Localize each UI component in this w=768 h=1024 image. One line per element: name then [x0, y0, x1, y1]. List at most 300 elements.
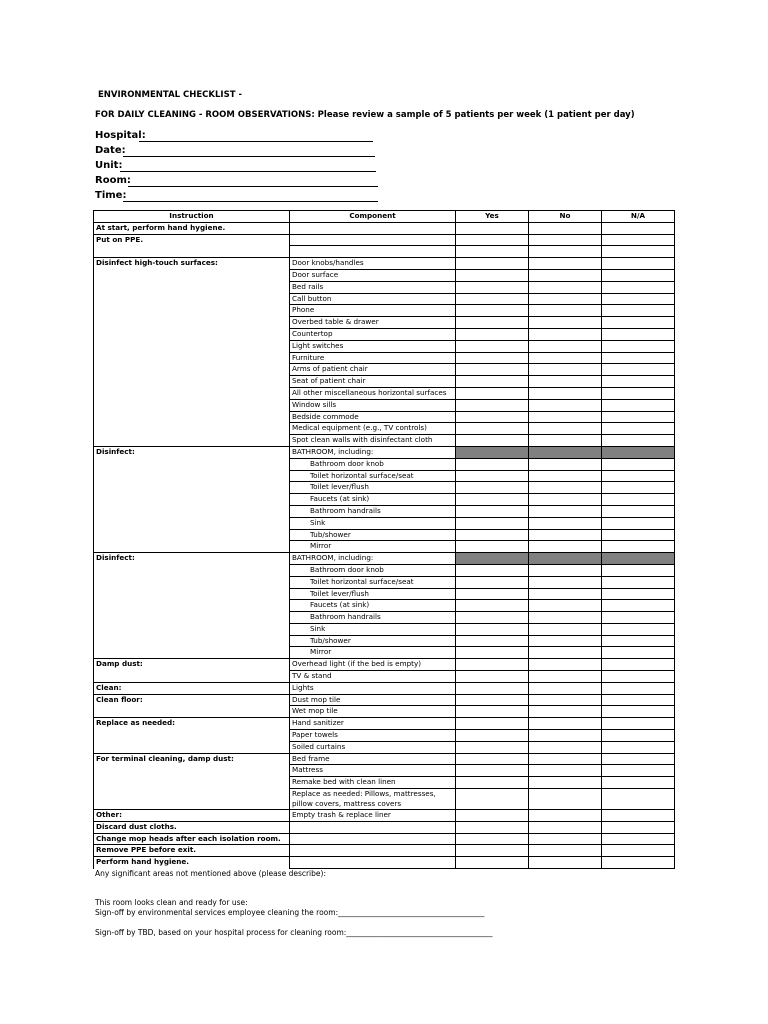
- yes-checkbox-cell[interactable]: [456, 494, 529, 506]
- instruction-cell: [94, 494, 290, 506]
- instruction-cell: Clean floor:: [94, 694, 290, 706]
- table-row: [94, 753, 675, 765]
- no-checkbox-cell[interactable]: [529, 269, 602, 281]
- yes-checkbox-cell[interactable]: [456, 671, 529, 683]
- no-checkbox-cell[interactable]: [529, 494, 602, 506]
- table-row: [94, 612, 675, 624]
- yes-checkbox-cell[interactable]: [456, 845, 529, 857]
- no-checkbox-cell[interactable]: [529, 352, 602, 364]
- table-row: [94, 446, 675, 458]
- room-field[interactable]: [95, 175, 131, 189]
- instruction-cell: [94, 340, 290, 352]
- yes-checkbox-cell[interactable]: [456, 482, 529, 494]
- table-row: [94, 399, 675, 411]
- yes-checkbox-cell[interactable]: [456, 435, 529, 447]
- component-cell: Bed rails: [290, 281, 456, 293]
- instruction-cell: [94, 564, 290, 576]
- yes-checkbox-cell: [456, 553, 529, 565]
- yes-checkbox-cell[interactable]: [456, 517, 529, 529]
- yes-checkbox-cell[interactable]: [456, 833, 529, 845]
- component-cell: Bedside commode: [290, 411, 456, 423]
- instruction-cell: Damp dust:: [94, 659, 290, 671]
- na-checkbox-cell[interactable]: [602, 765, 675, 777]
- yes-checkbox-cell[interactable]: [456, 810, 529, 822]
- component-cell: BATHROOM, including:: [290, 553, 456, 565]
- na-checkbox-cell[interactable]: [602, 482, 675, 494]
- page-subtitle: FOR DAILY CLEANING - ROOM OBSERVATIONS: Please review a sample of 5 patients per week (1 patient per day): [95, 110, 635, 120]
- hospital-field[interactable]: [95, 130, 146, 144]
- component-cell: TV & stand: [290, 671, 456, 683]
- instruction-cell: At start, perform hand hygiene.: [94, 222, 290, 234]
- component-cell: Medical equipment (e.g., TV controls): [290, 423, 456, 435]
- no-checkbox-cell[interactable]: [529, 423, 602, 435]
- yes-checkbox-cell[interactable]: [456, 246, 529, 258]
- table-row: [94, 718, 675, 730]
- na-checkbox-cell[interactable]: [602, 376, 675, 388]
- na-checkbox-cell[interactable]: [602, 411, 675, 423]
- component-cell: Sink: [290, 517, 456, 529]
- yes-checkbox-cell[interactable]: [456, 340, 529, 352]
- no-checkbox-cell[interactable]: [529, 364, 602, 376]
- instruction-cell: [94, 647, 290, 659]
- yes-checkbox-cell[interactable]: [456, 682, 529, 694]
- component-cell: [290, 845, 456, 857]
- na-checkbox-cell[interactable]: [602, 364, 675, 376]
- instruction-cell: [94, 364, 290, 376]
- no-checkbox-cell[interactable]: [529, 718, 602, 730]
- table-row: [94, 647, 675, 659]
- no-checkbox-cell[interactable]: [529, 517, 602, 529]
- instruction-cell: [94, 588, 290, 600]
- no-checkbox-cell[interactable]: [529, 777, 602, 789]
- na-checkbox-cell[interactable]: [602, 317, 675, 329]
- table-row: [94, 635, 675, 647]
- component-cell: [290, 821, 456, 833]
- component-cell: Bed frame: [290, 753, 456, 765]
- yes-checkbox-cell[interactable]: [456, 659, 529, 671]
- no-checkbox-cell[interactable]: [529, 647, 602, 659]
- no-checkbox-cell[interactable]: [529, 659, 602, 671]
- na-checkbox-cell[interactable]: [602, 494, 675, 506]
- component-cell: Arms of patient chair: [290, 364, 456, 376]
- component-cell: Tub/shower: [290, 529, 456, 541]
- na-checkbox-cell[interactable]: [602, 821, 675, 833]
- component-cell: Faucets (at sink): [290, 494, 456, 506]
- instruction-cell: [94, 635, 290, 647]
- table-row: [94, 246, 675, 258]
- no-checkbox-cell[interactable]: [529, 541, 602, 553]
- yes-checkbox-cell[interactable]: [456, 706, 529, 718]
- na-checkbox-cell[interactable]: [602, 340, 675, 352]
- room-label: Room:: [95, 175, 131, 186]
- table-row: [94, 588, 675, 600]
- yes-checkbox-cell[interactable]: [456, 777, 529, 789]
- table-row: [94, 269, 675, 281]
- yes-checkbox-cell[interactable]: [456, 857, 529, 869]
- na-checkbox-cell[interactable]: [602, 789, 675, 810]
- no-checkbox-cell[interactable]: [529, 399, 602, 411]
- na-checkbox-cell[interactable]: [602, 258, 675, 270]
- table-row: [94, 564, 675, 576]
- instruction-cell: Disinfect:: [94, 553, 290, 565]
- component-cell: Paper towels: [290, 730, 456, 742]
- component-cell: Wet mop tile: [290, 706, 456, 718]
- na-checkbox-cell[interactable]: [602, 845, 675, 857]
- component-cell: [290, 833, 456, 845]
- yes-checkbox-cell[interactable]: [456, 293, 529, 305]
- na-checkbox-cell[interactable]: [602, 234, 675, 246]
- yes-checkbox-cell[interactable]: [456, 222, 529, 234]
- yes-checkbox-cell[interactable]: [456, 423, 529, 435]
- na-checkbox-cell[interactable]: [602, 659, 675, 671]
- no-checkbox-cell[interactable]: [529, 845, 602, 857]
- instruction-cell: [94, 387, 290, 399]
- yes-checkbox-cell[interactable]: [456, 258, 529, 270]
- na-checkbox-cell[interactable]: [602, 352, 675, 364]
- no-checkbox-cell[interactable]: [529, 258, 602, 270]
- no-checkbox-cell[interactable]: [529, 706, 602, 718]
- na-checkbox-cell[interactable]: [602, 305, 675, 317]
- yes-checkbox-cell[interactable]: [456, 623, 529, 635]
- na-checkbox-cell[interactable]: [602, 517, 675, 529]
- component-cell: Door surface: [290, 269, 456, 281]
- na-checkbox-cell[interactable]: [602, 541, 675, 553]
- yes-checkbox-cell[interactable]: [456, 588, 529, 600]
- table-row: [94, 671, 675, 683]
- table-row: [94, 494, 675, 506]
- no-checkbox-cell[interactable]: [529, 741, 602, 753]
- table-row: [94, 482, 675, 494]
- na-checkbox-cell[interactable]: [602, 458, 675, 470]
- yes-checkbox-cell[interactable]: [456, 694, 529, 706]
- na-checkbox-cell[interactable]: [602, 777, 675, 789]
- yes-checkbox-cell[interactable]: [456, 576, 529, 588]
- component-cell: Lights: [290, 682, 456, 694]
- no-checkbox-cell[interactable]: [529, 821, 602, 833]
- yes-checkbox-cell[interactable]: [456, 234, 529, 246]
- no-checkbox-cell[interactable]: [529, 470, 602, 482]
- component-cell: Overbed table & drawer: [290, 317, 456, 329]
- date-field[interactable]: [95, 145, 126, 159]
- na-checkbox-cell[interactable]: [602, 612, 675, 624]
- instruction-cell: [94, 741, 290, 753]
- ready-note: This room looks clean and ready for use:: [95, 898, 248, 907]
- no-checkbox-cell[interactable]: [529, 328, 602, 340]
- no-checkbox-cell[interactable]: [529, 234, 602, 246]
- table-row: [94, 857, 675, 869]
- na-checkbox-cell[interactable]: [602, 246, 675, 258]
- no-checkbox-cell[interactable]: [529, 435, 602, 447]
- component-cell: [290, 234, 456, 246]
- yes-checkbox-cell[interactable]: [456, 647, 529, 659]
- instruction-cell: [94, 517, 290, 529]
- component-cell: Mirror: [290, 647, 456, 659]
- na-checkbox-cell[interactable]: [602, 833, 675, 845]
- na-checkbox-cell[interactable]: [602, 671, 675, 683]
- yes-checkbox-cell[interactable]: [456, 718, 529, 730]
- yes-checkbox-cell[interactable]: [456, 741, 529, 753]
- component-cell: Dust mop tile: [290, 694, 456, 706]
- hospital-line: [139, 141, 373, 142]
- component-cell: Phone: [290, 305, 456, 317]
- yes-checkbox-cell[interactable]: [456, 753, 529, 765]
- instruction-cell: Change mop heads after each isolation room.: [94, 833, 290, 845]
- no-checkbox-cell[interactable]: [529, 505, 602, 517]
- na-checkbox-cell[interactable]: [602, 576, 675, 588]
- table-row: [94, 340, 675, 352]
- yes-checkbox-cell[interactable]: [456, 821, 529, 833]
- instruction-cell: [94, 305, 290, 317]
- instruction-cell: Disinfect:: [94, 446, 290, 458]
- component-cell: Mattress: [290, 765, 456, 777]
- instruction-cell: Replace as needed:: [94, 718, 290, 730]
- no-checkbox-cell[interactable]: [529, 281, 602, 293]
- component-cell: Toilet horizontal surface/seat: [290, 470, 456, 482]
- na-checkbox-cell[interactable]: [602, 399, 675, 411]
- na-checkbox-cell[interactable]: [602, 718, 675, 730]
- instruction-cell: Put on PPE.: [94, 234, 290, 246]
- instruction-cell: [94, 293, 290, 305]
- na-checkbox-cell[interactable]: [602, 529, 675, 541]
- instruction-cell: Disinfect high-touch surfaces:: [94, 258, 290, 270]
- col-yes-header: Yes: [456, 211, 529, 223]
- table-row: [94, 600, 675, 612]
- component-cell: Sink: [290, 623, 456, 635]
- na-checkbox-cell[interactable]: [602, 222, 675, 234]
- no-checkbox-cell[interactable]: [529, 789, 602, 810]
- na-checkbox-cell[interactable]: [602, 623, 675, 635]
- table-row: [94, 458, 675, 470]
- component-cell: Furniture: [290, 352, 456, 364]
- no-checkbox-cell[interactable]: [529, 317, 602, 329]
- na-checkbox-cell[interactable]: [602, 387, 675, 399]
- unit-field[interactable]: [95, 160, 122, 174]
- component-cell: Bathroom door knob: [290, 458, 456, 470]
- time-field[interactable]: [95, 190, 126, 204]
- na-checkbox-cell[interactable]: [602, 741, 675, 753]
- instruction-cell: [94, 765, 290, 777]
- no-checkbox-cell[interactable]: [529, 222, 602, 234]
- no-checkbox-cell[interactable]: [529, 246, 602, 258]
- no-checkbox-cell[interactable]: [529, 482, 602, 494]
- instruction-cell: [94, 423, 290, 435]
- no-checkbox-cell[interactable]: [529, 730, 602, 742]
- component-cell: Empty trash & replace liner: [290, 810, 456, 822]
- unit-label: Unit:: [95, 160, 123, 171]
- table-row: [94, 682, 675, 694]
- date-line: [123, 156, 375, 157]
- yes-checkbox-cell[interactable]: [456, 730, 529, 742]
- na-checkbox-cell[interactable]: [602, 588, 675, 600]
- room-line: [128, 186, 378, 187]
- na-checkbox-cell[interactable]: [602, 810, 675, 822]
- yes-checkbox-cell[interactable]: [456, 387, 529, 399]
- component-cell: BATHROOM, including:: [290, 446, 456, 458]
- na-checkbox-cell[interactable]: [602, 564, 675, 576]
- table-row: [94, 258, 675, 270]
- na-checkbox-cell[interactable]: [602, 293, 675, 305]
- table-row: [94, 553, 675, 565]
- instruction-cell: [94, 600, 290, 612]
- table-row: [94, 576, 675, 588]
- na-checkbox-cell: [602, 553, 675, 565]
- table-row: [94, 423, 675, 435]
- component-cell: Countertop: [290, 328, 456, 340]
- na-checkbox-cell[interactable]: [602, 470, 675, 482]
- table-row: [94, 694, 675, 706]
- na-checkbox-cell[interactable]: [602, 647, 675, 659]
- no-checkbox-cell[interactable]: [529, 576, 602, 588]
- yes-checkbox-cell[interactable]: [456, 789, 529, 810]
- component-cell: Mirror: [290, 541, 456, 553]
- no-checkbox-cell[interactable]: [529, 588, 602, 600]
- no-checkbox-cell[interactable]: [529, 671, 602, 683]
- table-row: [94, 470, 675, 482]
- table-row: [94, 529, 675, 541]
- table-row: [94, 821, 675, 833]
- table-row: [94, 810, 675, 822]
- table-row: [94, 517, 675, 529]
- instruction-cell: Discard dust cloths.: [94, 821, 290, 833]
- instruction-cell: [94, 623, 290, 635]
- table-row: [94, 505, 675, 517]
- yes-checkbox-cell[interactable]: [456, 376, 529, 388]
- yes-checkbox-cell[interactable]: [456, 269, 529, 281]
- no-checkbox-cell[interactable]: [529, 305, 602, 317]
- na-checkbox-cell: [602, 446, 675, 458]
- component-cell: Tub/shower: [290, 635, 456, 647]
- col-na-header: N/A: [602, 211, 675, 223]
- na-checkbox-cell[interactable]: [602, 753, 675, 765]
- table-row: [94, 411, 675, 423]
- na-checkbox-cell[interactable]: [602, 328, 675, 340]
- no-checkbox-cell[interactable]: [529, 600, 602, 612]
- na-checkbox-cell[interactable]: [602, 706, 675, 718]
- no-checkbox-cell[interactable]: [529, 694, 602, 706]
- na-checkbox-cell[interactable]: [602, 857, 675, 869]
- no-checkbox-cell[interactable]: [529, 612, 602, 624]
- yes-checkbox-cell[interactable]: [456, 328, 529, 340]
- yes-checkbox-cell[interactable]: [456, 541, 529, 553]
- na-checkbox-cell[interactable]: [602, 281, 675, 293]
- signoff-tbd[interactable]: Sign-off by TBD, based on your hospital process for cleaning room:_______________________________________: [95, 928, 493, 937]
- table-row: [94, 364, 675, 376]
- table-row: [94, 293, 675, 305]
- yes-checkbox-cell[interactable]: [456, 600, 529, 612]
- no-checkbox-cell[interactable]: [529, 857, 602, 869]
- instruction-cell: [94, 541, 290, 553]
- na-checkbox-cell[interactable]: [602, 730, 675, 742]
- table-row: [94, 730, 675, 742]
- na-checkbox-cell[interactable]: [602, 682, 675, 694]
- yes-checkbox-cell[interactable]: [456, 612, 529, 624]
- yes-checkbox-cell[interactable]: [456, 505, 529, 517]
- component-cell: Overhead light (if the bed is empty): [290, 659, 456, 671]
- instruction-cell: [94, 399, 290, 411]
- na-checkbox-cell[interactable]: [602, 505, 675, 517]
- instruction-cell: [94, 529, 290, 541]
- unit-line: [120, 171, 376, 172]
- no-checkbox-cell[interactable]: [529, 623, 602, 635]
- no-checkbox-cell[interactable]: [529, 458, 602, 470]
- component-cell: Light switches: [290, 340, 456, 352]
- yes-checkbox-cell[interactable]: [456, 529, 529, 541]
- no-checkbox-cell[interactable]: [529, 529, 602, 541]
- no-checkbox-cell[interactable]: [529, 833, 602, 845]
- no-checkbox-cell[interactable]: [529, 765, 602, 777]
- component-cell: Bathroom handrails: [290, 505, 456, 517]
- no-checkbox-cell[interactable]: [529, 564, 602, 576]
- yes-checkbox-cell[interactable]: [456, 281, 529, 293]
- yes-checkbox-cell[interactable]: [456, 317, 529, 329]
- no-checkbox-cell[interactable]: [529, 376, 602, 388]
- table-row: [94, 706, 675, 718]
- no-checkbox-cell[interactable]: [529, 411, 602, 423]
- yes-checkbox-cell[interactable]: [456, 458, 529, 470]
- na-checkbox-cell[interactable]: [602, 435, 675, 447]
- instruction-cell: [94, 352, 290, 364]
- table-row: [94, 741, 675, 753]
- instruction-cell: [94, 671, 290, 683]
- no-checkbox-cell[interactable]: [529, 635, 602, 647]
- signoff-employee[interactable]: Sign-off by environmental services employee cleaning the room:_______________________________________: [95, 908, 485, 917]
- yes-checkbox-cell[interactable]: [456, 470, 529, 482]
- no-checkbox-cell[interactable]: [529, 753, 602, 765]
- hospital-label: Hospital:: [95, 130, 146, 141]
- component-cell: Faucets (at sink): [290, 600, 456, 612]
- yes-checkbox-cell[interactable]: [456, 564, 529, 576]
- component-cell: All other miscellaneous horizontal surfaces: [290, 387, 456, 399]
- instruction-cell: [94, 435, 290, 447]
- instruction-cell: Perform hand hygiene.: [94, 857, 290, 869]
- instruction-cell: [94, 328, 290, 340]
- component-cell: Toilet horizontal surface/seat: [290, 576, 456, 588]
- table-row: [94, 765, 675, 777]
- instruction-cell: [94, 411, 290, 423]
- no-checkbox-cell[interactable]: [529, 682, 602, 694]
- instruction-cell: [94, 777, 290, 789]
- yes-checkbox-cell[interactable]: [456, 364, 529, 376]
- yes-checkbox-cell[interactable]: [456, 399, 529, 411]
- checklist-body: [94, 222, 675, 868]
- component-cell: Replace as needed: Pillows, mattresses, pillow covers, mattress covers: [290, 789, 456, 810]
- component-cell: Bathroom handrails: [290, 612, 456, 624]
- yes-checkbox-cell[interactable]: [456, 635, 529, 647]
- component-cell: Toilet lever/flush: [290, 482, 456, 494]
- component-cell: [290, 857, 456, 869]
- na-checkbox-cell[interactable]: [602, 635, 675, 647]
- na-checkbox-cell[interactable]: [602, 600, 675, 612]
- na-checkbox-cell[interactable]: [602, 694, 675, 706]
- no-checkbox-cell[interactable]: [529, 293, 602, 305]
- table-row: [94, 234, 675, 246]
- instruction-cell: [94, 281, 290, 293]
- na-checkbox-cell[interactable]: [602, 269, 675, 281]
- no-checkbox-cell[interactable]: [529, 340, 602, 352]
- instruction-cell: Other:: [94, 810, 290, 822]
- time-label: Time:: [95, 190, 127, 201]
- yes-checkbox-cell[interactable]: [456, 352, 529, 364]
- yes-checkbox-cell[interactable]: [456, 411, 529, 423]
- yes-checkbox-cell[interactable]: [456, 305, 529, 317]
- yes-checkbox-cell[interactable]: [456, 765, 529, 777]
- no-checkbox-cell[interactable]: [529, 387, 602, 399]
- na-checkbox-cell[interactable]: [602, 423, 675, 435]
- no-checkbox-cell[interactable]: [529, 810, 602, 822]
- table-row: [94, 387, 675, 399]
- col-component-header: Component: [290, 211, 456, 223]
- instruction-cell: Remove PPE before exit.: [94, 845, 290, 857]
